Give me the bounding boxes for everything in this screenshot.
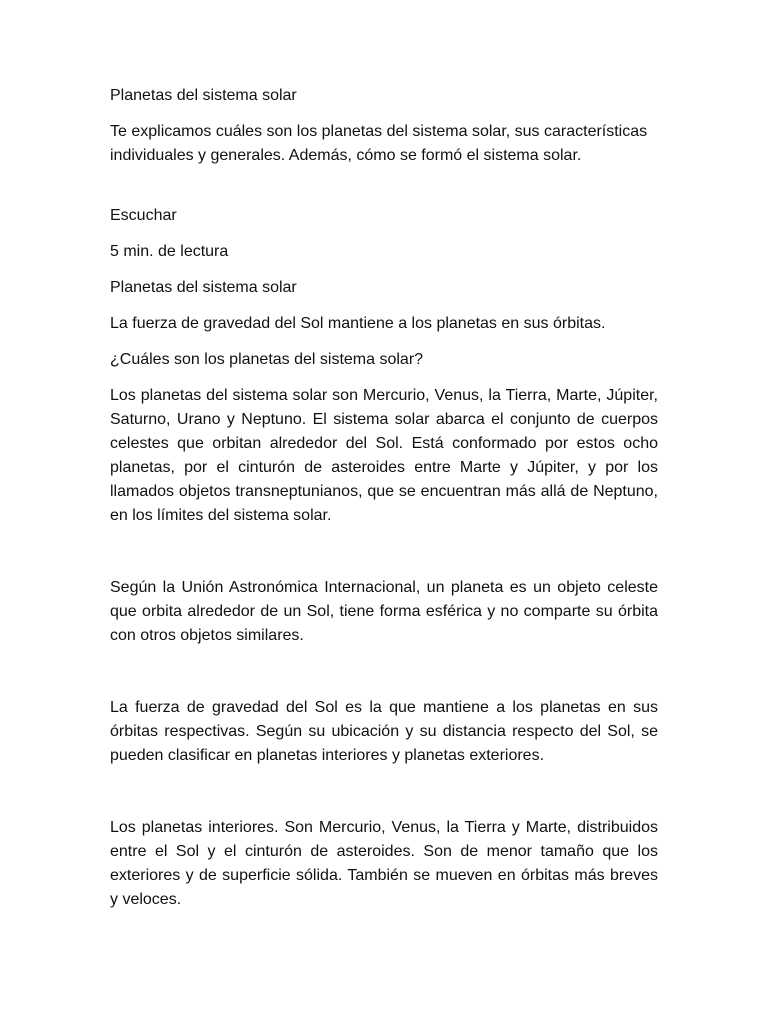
paragraph-inner-planets: Los planetas interiores. Son Mercurio, Venus, la Tierra y Marte, distribuidos entre el Sol y el cinturón de asteroides. Son de menor tamaño que los exteriores y de superficie sólida. También se mueven en órbitas más breves y veloces. [110,819,658,908]
listen-label: Escuchar [110,207,177,224]
document-title: Planetas del sistema solar [110,87,297,104]
section-title: Planetas del sistema solar [110,279,297,296]
paragraph-planet-definition: Según la Unión Astronómica Internacional, un planeta es un objeto celeste que orbita alrededor de un Sol, tiene forma esférica y no comparte su órbita con otros objetos similares. [110,579,658,644]
paragraph-planets-list: Los planetas del sistema solar son Mercurio, Venus, la Tierra, Marte, Júpiter, Saturno, Urano y Neptuno. El sistema solar abarca el conjunto de cuerpos celestes que orbitan alrededor del Sol. Está conformado por estos ocho planetas, por el cinturón de asteroides entre Marte y Júpiter, y por los llamados objetos transneptunianos, que se encuentran más allá de Neptuno, en los límites del sistema solar. [110,387,658,524]
image-caption: La fuerza de gravedad del Sol mantiene a los planetas en sus órbitas. [110,315,606,332]
document-body [110,84,658,924]
paragraph-gravity: La fuerza de gravedad del Sol es la que mantiene a los planetas en sus órbitas respectivas. Según su ubicación y su distancia respecto del Sol, se pueden clasificar en planetas interiores y planetas exteriores. [110,699,658,764]
reading-time: 5 min. de lectura [110,243,229,260]
question-heading: ¿Cuáles son los planetas del sistema solar? [110,351,424,368]
intro-paragraph: Te explicamos cuáles son los planetas del sistema solar, sus características individuales y generales. Además, cómo se formó el sistema solar. [110,123,648,164]
